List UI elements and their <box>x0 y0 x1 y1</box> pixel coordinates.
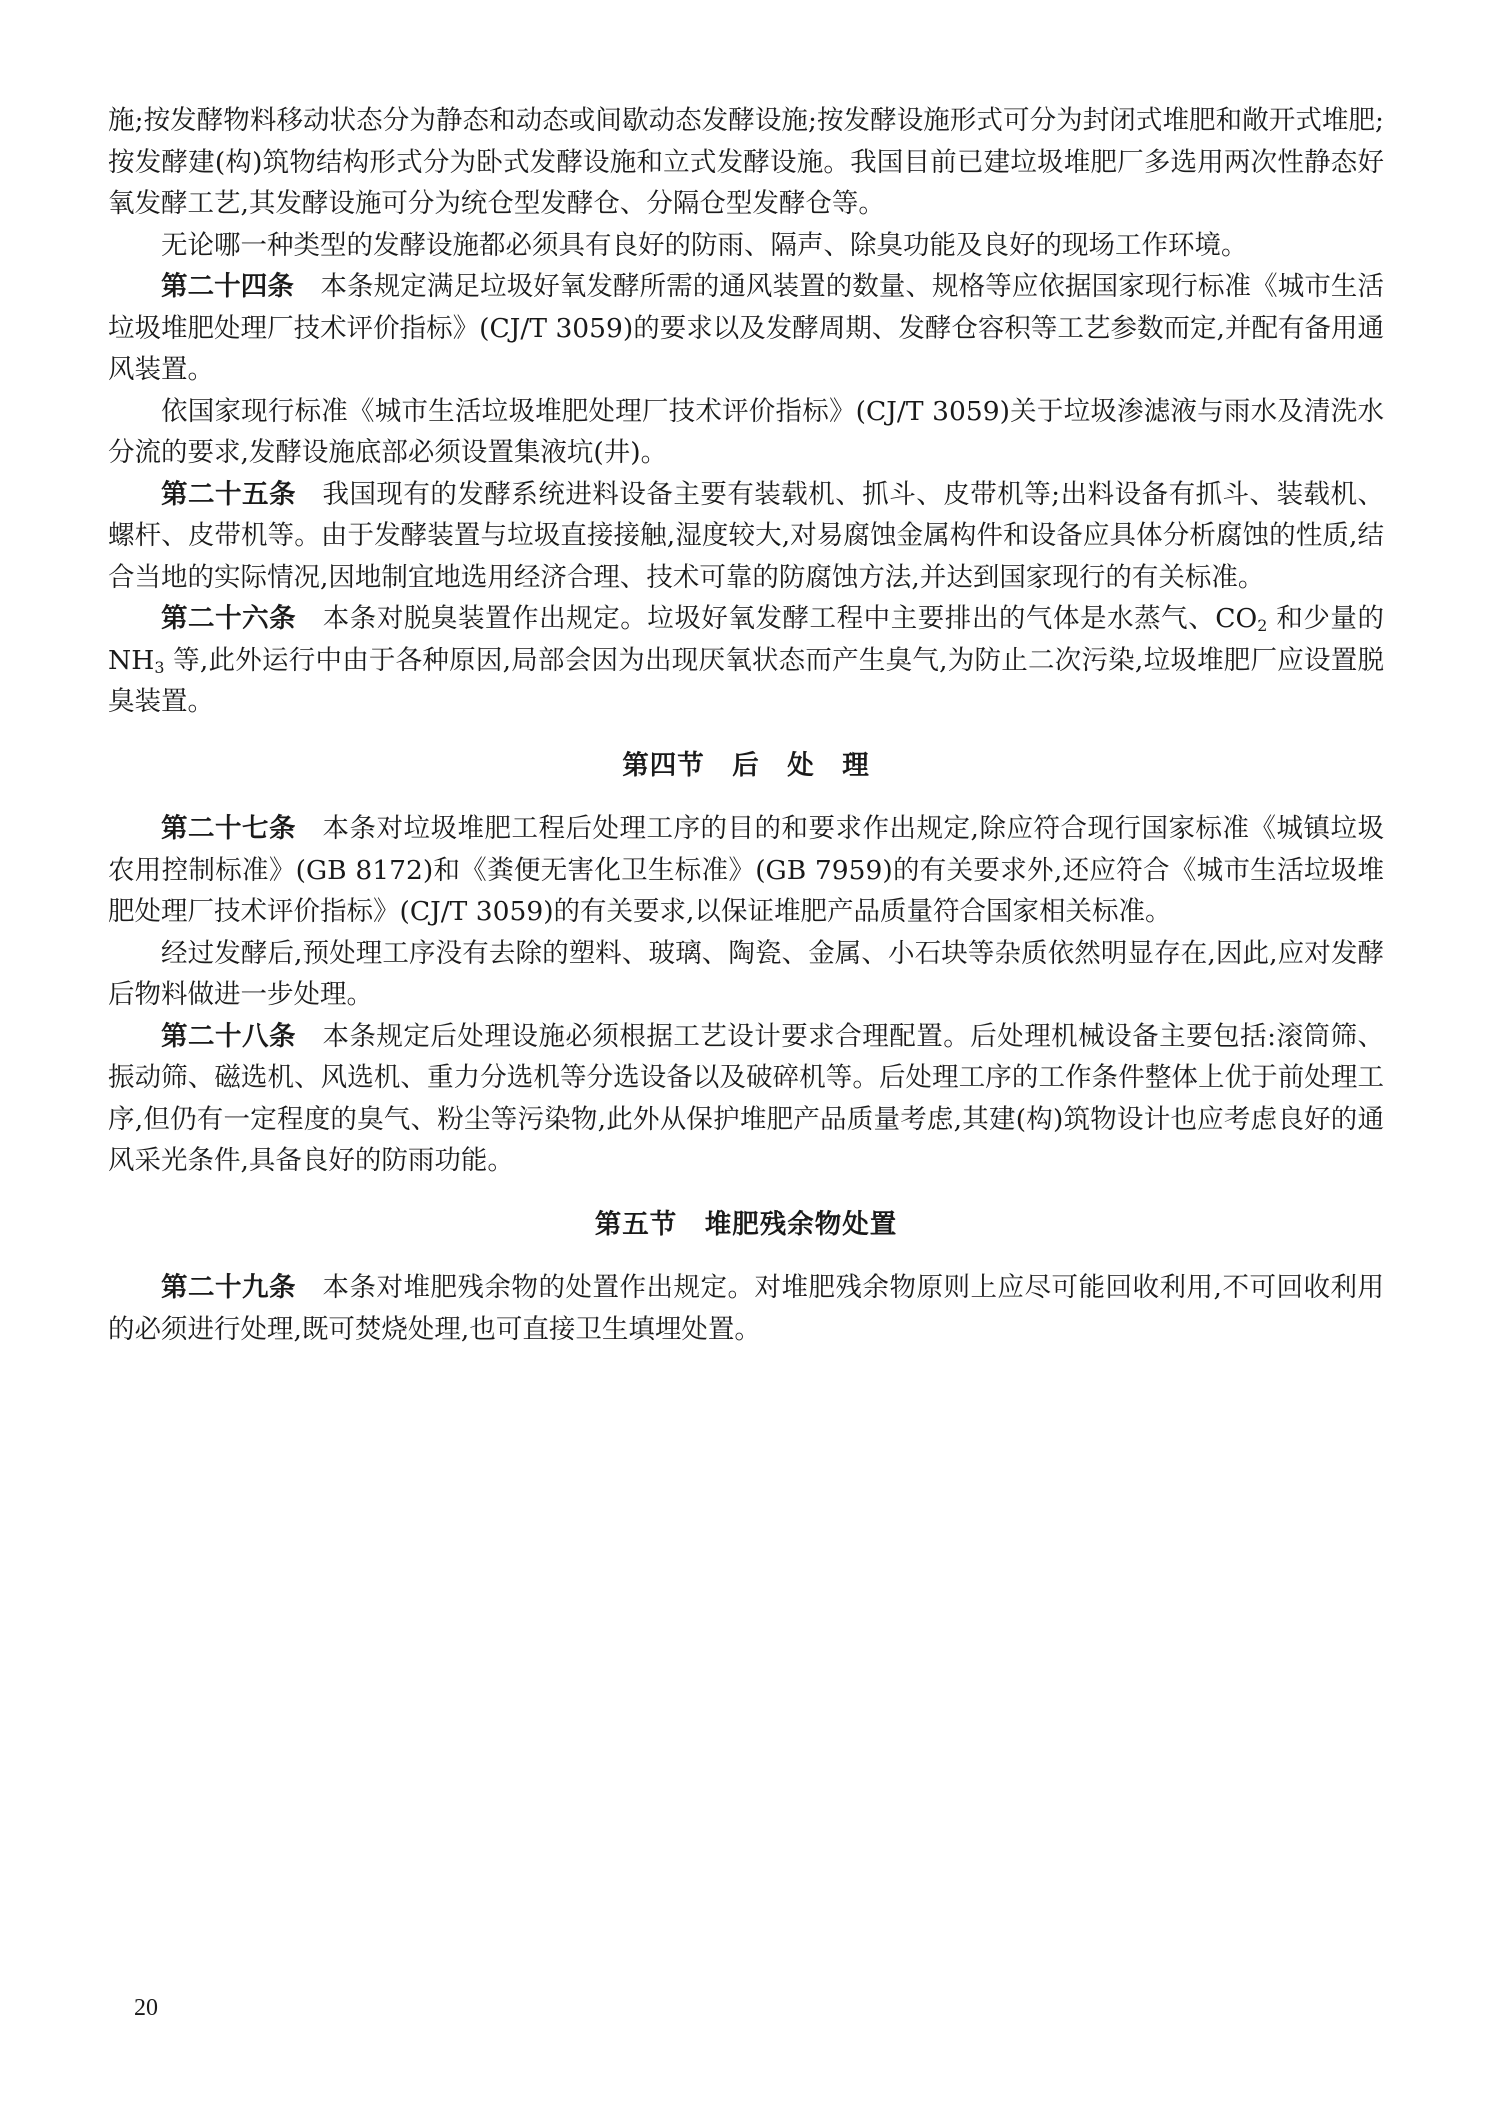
page-number: 20 <box>134 1995 158 2021</box>
paragraph <box>108 225 1384 267</box>
article-label: 第二十八条 <box>161 1020 296 1052</box>
article-26 <box>108 598 1384 723</box>
paragraph-text: 本条对堆肥残余物的处置作出规定。对堆肥残余物原则上应尽可能回收利用,不可回收利用的必须进行处理,既可焚烧处理,也可直接卫生填埋处置。 <box>108 1272 1384 1345</box>
subscript: 3 <box>154 657 165 677</box>
paragraph <box>108 933 1384 1016</box>
article-28 <box>108 1016 1384 1182</box>
paragraph-text: 等,此外运行中由于各种原因,局部会因为出现厌氧状态而产生臭气,为防止二次污染,垃圾堆肥厂应设置脱臭装置。 <box>108 644 1384 717</box>
document-body <box>108 100 1384 1350</box>
article-label: 第二十四条 <box>161 271 294 302</box>
paragraph <box>108 391 1384 474</box>
paragraph-text: 依国家现行标准《城市生活垃圾堆肥处理厂技术评价指标》(CJ/T 3059)关于垃圾渗滤液与雨水及清洗水分流的要求,发酵设施底部必须设置集液坑(井)。 <box>108 395 1384 468</box>
paragraph-continued <box>108 100 1384 225</box>
article-label: 第二十五条 <box>161 478 296 510</box>
paragraph-text: 经过发酵后,预处理工序没有去除的塑料、玻璃、陶瓷、金属、小石块等杂质依然明显存在,因此,应对发酵后物料做进一步处理。 <box>108 937 1384 1010</box>
article-24 <box>108 266 1384 391</box>
paragraph-text: 本条规定后处理设施必须根据工艺设计要求合理配置。后处理机械设备主要包括:滚筒筛、振动筛、磁选机、风选机、重力分选机等分选设备以及破碎机等。后处理工序的工作条件整体上优于前处理工序,但仍有一定程度的臭气、粉尘等污染物,此外从保护堆肥产品质量考虑,其建(构)筑物设计也应考虑良好的通风采光条件,具备良好的防雨功能。 <box>108 1020 1384 1176</box>
article-27 <box>108 808 1384 933</box>
article-label: 第二十九条 <box>161 1272 297 1303</box>
paragraph-text: 我国现有的发酵系统进料设备主要有装载机、抓斗、皮带机等;出料设备有抓斗、装载机、螺杆、皮带机等。由于发酵装置与垃圾直接接触,湿度较大,对易腐蚀金属构件和设备应具体分析腐蚀的性质,结合当地的实际情况,因地制宜地选用经济合理、技术可靠的防腐蚀方法,并达到国家现行的有关标准。 <box>108 478 1384 593</box>
paragraph-text: 本条对垃圾堆肥工程后处理工序的目的和要求作出规定,除应符合现行国家标准《城镇垃圾农用控制标准》(GB 8172)和《粪便无害化卫生标准》(GB 7959)的有关要求外,还应符合《城市生活垃圾堆肥处理厂技术评价指标》(CJ/T 3059)的有关要求,以保证堆肥产品质量符合国家相关标准。 <box>108 813 1384 927</box>
section-heading-4: 第四节 后 处 理 <box>622 749 870 781</box>
article-25 <box>108 474 1384 599</box>
paragraph-text: 施;按发酵物料移动状态分为静态和动态或间歇动态发酵设施;按发酵设施形式可分为封闭式堆肥和敞开式堆肥;按发酵建(构)筑物结构形式分为卧式发酵设施和立式发酵设施。我国目前已建垃圾堆肥厂多选用两次性静态好氧发酵工艺,其发酵设施可分为统仓型发酵仓、分隔仓型发酵仓等。 <box>108 105 1384 219</box>
subscript: 2 <box>1257 615 1268 635</box>
paragraph-text: 和少量的 NH <box>108 603 1384 676</box>
paragraph-text: 本条规定满足垃圾好氧发酵所需的通风装置的数量、规格等应依据国家现行标准《城市生活垃圾堆肥处理厂技术评价指标》(CJ/T 3059)的要求以及发酵周期、发酵仓容积等工艺参数而定,并配有备用通风装置。 <box>108 271 1385 385</box>
paragraph-text: 无论哪一种类型的发酵设施都必须具有良好的防雨、隔声、除臭功能及良好的现场工作环境。 <box>161 229 1248 261</box>
section-heading-5: 第五节 堆肥残余物处置 <box>594 1208 898 1240</box>
article-29 <box>108 1267 1384 1350</box>
article-label: 第二十七条 <box>161 813 297 844</box>
article-label: 第二十六条 <box>161 603 297 634</box>
paragraph-text: 本条对脱臭装置作出规定。垃圾好氧发酵工程中主要排出的气体是水蒸气、CO <box>322 603 1258 634</box>
